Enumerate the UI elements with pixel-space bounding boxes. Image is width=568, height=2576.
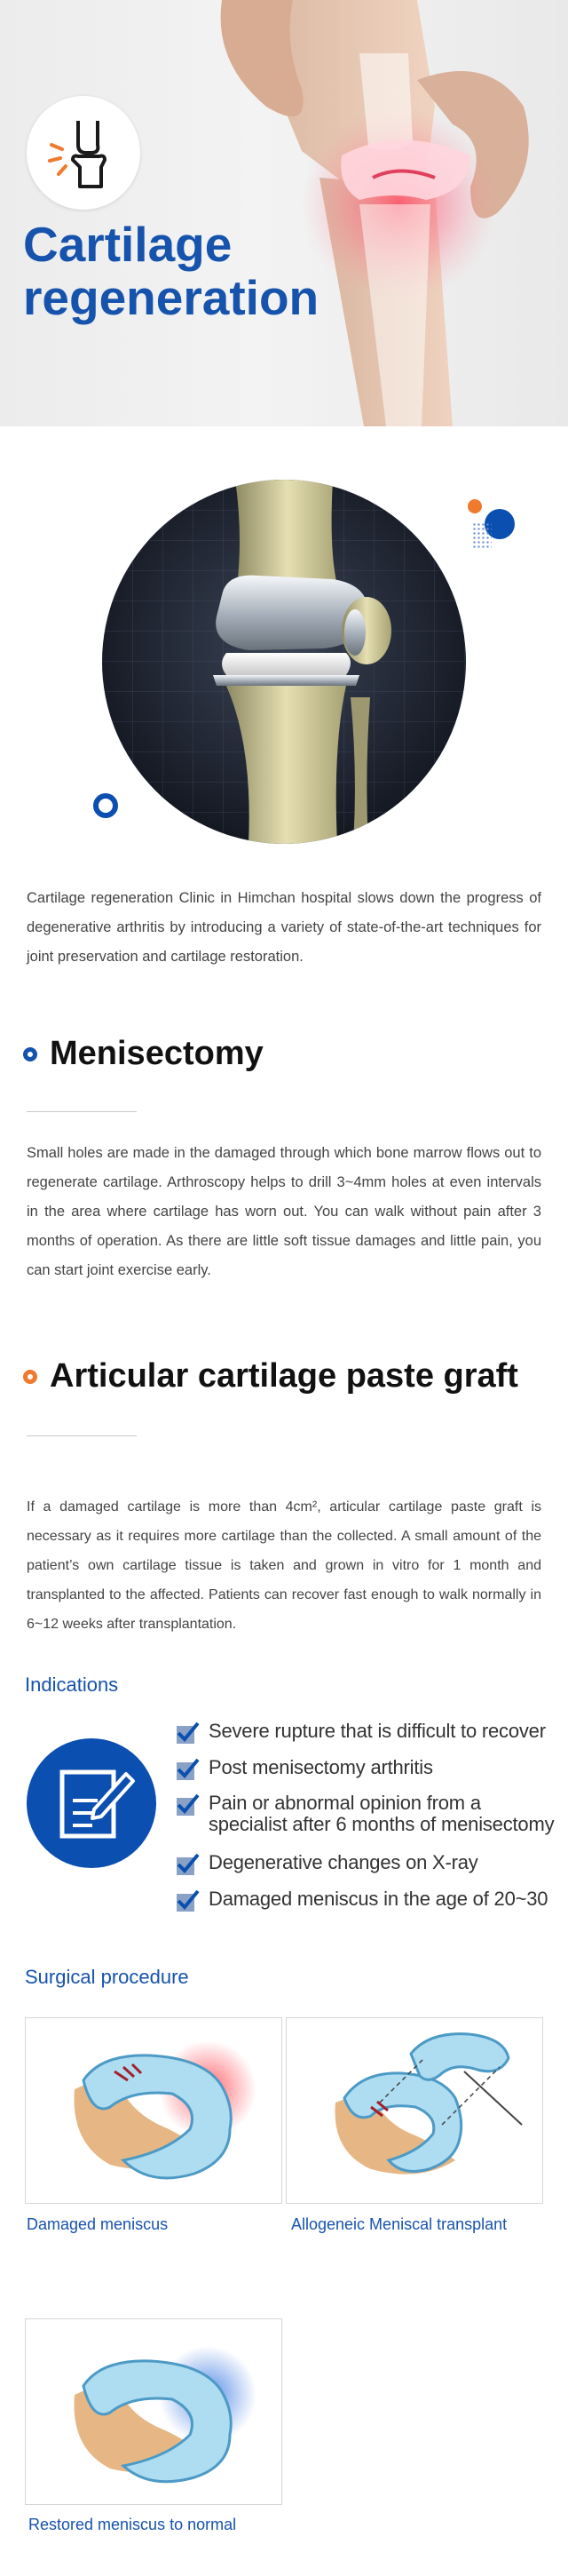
indication-text: Damaged meniscus in the age of 20~30 bbox=[209, 1888, 548, 1910]
checkbox-check-icon bbox=[173, 1888, 200, 1913]
page-title bbox=[23, 218, 343, 324]
page-title-line-2: regeneration bbox=[23, 270, 320, 325]
knee-photo bbox=[204, 0, 568, 426]
hero-banner bbox=[0, 0, 568, 426]
indication-item bbox=[173, 1793, 555, 1835]
divider bbox=[27, 1435, 137, 1436]
indication-text: Degenerative changes on X-ray bbox=[209, 1851, 478, 1873]
paste-graft-text: If a damaged cartilage is more than 4cm², articular cartilage paste graft is necessary as it requires more cartilage than the collected. A small amount of the patient’s own cartilage tissue is taken and grown in vitro for 1 month and transplanted to the affected. Patients can recover fast enough to walk normally in 6~12 weeks after transplantation. bbox=[27, 1499, 541, 1632]
checkbox-check-icon bbox=[173, 1852, 200, 1877]
page-title-line-1: Cartilage bbox=[23, 217, 233, 272]
edit-document-icon bbox=[27, 1738, 156, 1868]
indication-item bbox=[173, 1721, 555, 1745]
indication-text: Post menisectomy arthritis bbox=[209, 1756, 433, 1778]
knee-implant-illustration bbox=[102, 480, 466, 844]
decor-orange-dot bbox=[468, 499, 482, 513]
section-title-menisectomy bbox=[23, 1035, 264, 1073]
indication-item bbox=[173, 1888, 555, 1913]
procedure-caption: Restored meniscus to normal bbox=[28, 2516, 237, 2533]
intro-text: Cartilage regeneration Clinic in Himchan hospital slows down the progress of degenerative arthritis by introducing a variety of state-of-the-art techniques for joint preservation and cartilage restoration. bbox=[27, 890, 541, 965]
checkbox-check-icon bbox=[173, 1721, 200, 1745]
menisectomy-text: Small holes are made in the damaged through which bone marrow flows out to regenerate cartilage. Arthroscopy helps to drill 3~4mm holes at even intervals in the area where cartilage has worn out. You can walk without pain after 3 months of operation. As there are little soft tissue damages and little pain, you can start joint exercise early. bbox=[27, 1145, 541, 1278]
checkbox-check-icon bbox=[173, 1793, 200, 1817]
decor-dotted-square bbox=[472, 522, 492, 549]
procedure-image-restored-meniscus bbox=[25, 2318, 282, 2505]
indications-heading: Indications bbox=[25, 1674, 119, 1696]
procedure-caption: Damaged meniscus bbox=[27, 2215, 169, 2233]
decor-ring bbox=[93, 793, 118, 818]
indication-text: Pain or abnormal opinion from a specialist after 6 months of menisectomy bbox=[209, 1792, 555, 1835]
section-title-paste-graft bbox=[23, 1357, 518, 1395]
procedure-heading: Surgical procedure bbox=[25, 1966, 189, 1988]
indication-item bbox=[173, 1757, 555, 1782]
knee-joint-icon bbox=[27, 96, 140, 210]
procedure-image-meniscal-transplant bbox=[286, 2017, 543, 2204]
section-title-text: Articular cartilage paste graft bbox=[50, 1357, 518, 1395]
procedure-caption: Allogeneic Meniscal transplant bbox=[291, 2215, 508, 2233]
procedure-image-damaged-meniscus bbox=[25, 2017, 282, 2204]
indication-text: Severe rupture that is difficult to recover bbox=[209, 1720, 546, 1742]
section-title-text: Menisectomy bbox=[50, 1035, 264, 1072]
section-bullet-icon bbox=[23, 1047, 37, 1061]
section-bullet-icon bbox=[23, 1370, 37, 1384]
indication-item bbox=[173, 1852, 555, 1877]
checkbox-check-icon bbox=[173, 1757, 200, 1782]
divider bbox=[27, 1111, 137, 1112]
